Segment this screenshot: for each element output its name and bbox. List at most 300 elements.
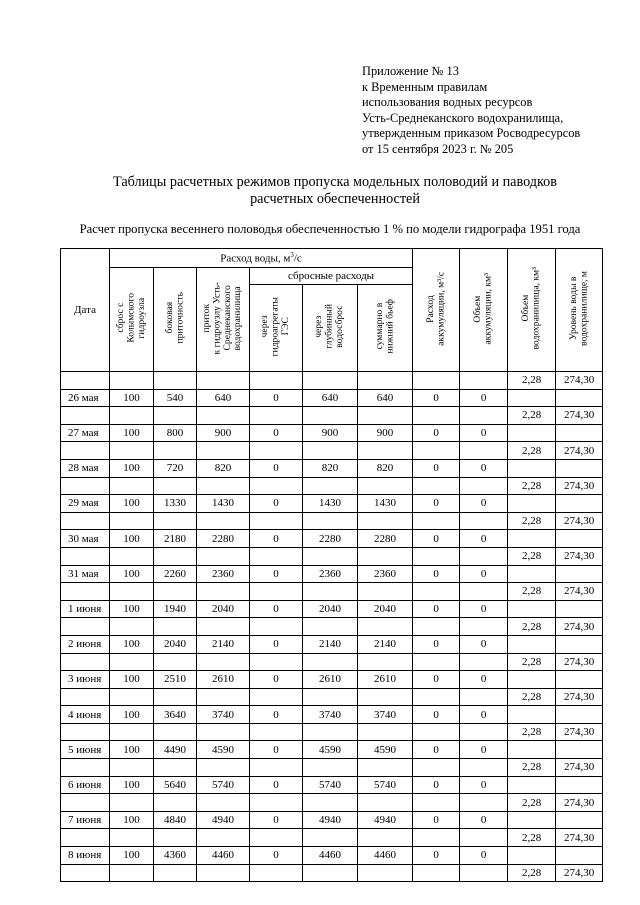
empty-cell: [250, 864, 303, 882]
inflow-cell: 2360: [197, 565, 250, 583]
table-row: [61, 424, 603, 442]
water-level-cell: 274,30: [556, 407, 603, 425]
water-level-cell: 274,30: [556, 688, 603, 706]
total-discharge-cell: 3740: [358, 706, 413, 724]
empty-cell: [460, 759, 508, 777]
accum-volume-cell: 0: [460, 600, 508, 618]
spillway-cell: 4590: [303, 741, 358, 759]
empty-cell: [358, 512, 413, 530]
table-row: [61, 530, 603, 548]
empty-cell: [508, 424, 556, 442]
empty-cell: [413, 407, 460, 425]
empty-cell: [303, 794, 358, 812]
turbines-cell: 0: [250, 635, 303, 653]
empty-cell: [197, 407, 250, 425]
empty-cell: [460, 653, 508, 671]
spillway-cell: 900: [303, 424, 358, 442]
total-discharge-cell: 2040: [358, 600, 413, 618]
accum-flow-cell: 0: [413, 741, 460, 759]
empty-cell: [413, 477, 460, 495]
lateral-inflow-cell: 2260: [154, 565, 197, 583]
empty-cell: [508, 495, 556, 513]
empty-cell: [460, 618, 508, 636]
empty-cell: [556, 495, 603, 513]
turbines-cell: 0: [250, 459, 303, 477]
empty-cell: [556, 635, 603, 653]
empty-cell: [154, 759, 197, 777]
state-row: [61, 442, 603, 460]
appendix-line: утвержденным приказом Росводресурсов: [362, 126, 581, 140]
lateral-inflow-cell: 2040: [154, 635, 197, 653]
empty-cell: [110, 759, 154, 777]
water-level-cell: 274,30: [556, 829, 603, 847]
turbines-cell: 0: [250, 565, 303, 583]
empty-cell: [61, 688, 110, 706]
accum-flow-cell: 0: [413, 424, 460, 442]
state-row: [61, 477, 603, 495]
empty-cell: [508, 389, 556, 407]
empty-cell: [303, 583, 358, 601]
empty-cell: [303, 864, 358, 882]
empty-cell: [61, 829, 110, 847]
kolyma-release-cell: 100: [110, 776, 154, 794]
empty-cell: [154, 723, 197, 741]
empty-cell: [508, 635, 556, 653]
empty-cell: [460, 864, 508, 882]
accum-flow-cell: 0: [413, 389, 460, 407]
header-kolyma-release: сброс с Колымского гидроузла: [110, 268, 154, 372]
water-level-cell: 274,30: [556, 618, 603, 636]
empty-cell: [508, 811, 556, 829]
table-row: [61, 600, 603, 618]
table-row: [61, 776, 603, 794]
accum-flow-cell: 0: [413, 811, 460, 829]
empty-cell: [303, 723, 358, 741]
inflow-cell: 640: [197, 389, 250, 407]
empty-cell: [110, 407, 154, 425]
accum-flow-cell: 0: [413, 776, 460, 794]
table-row: [61, 495, 603, 513]
appendix-line: к Временным правилам: [362, 79, 488, 94]
empty-cell: [110, 583, 154, 601]
turbines-cell: 0: [250, 530, 303, 548]
empty-cell: [154, 618, 197, 636]
state-row: [61, 723, 603, 741]
reservoir-volume-cell: 2,28: [508, 759, 556, 777]
initial-state-row: [61, 372, 603, 390]
empty-cell: [303, 759, 358, 777]
water-level-cell: 274,30: [556, 653, 603, 671]
empty-cell: [556, 600, 603, 618]
spillway-cell: 640: [303, 389, 358, 407]
accum-volume-cell: 0: [460, 776, 508, 794]
reservoir-volume-cell: 2,28: [508, 794, 556, 812]
kolyma-release-cell: 100: [110, 741, 154, 759]
empty-cell: [61, 477, 110, 495]
turbines-cell: 0: [250, 424, 303, 442]
accum-volume-cell: 0: [460, 847, 508, 865]
empty-cell: [154, 829, 197, 847]
empty-cell: [508, 741, 556, 759]
kolyma-release-cell: 100: [110, 600, 154, 618]
water-level-cell: 274,30: [556, 372, 603, 390]
header-date: Дата: [61, 249, 110, 372]
empty-cell: [358, 723, 413, 741]
empty-cell: [154, 547, 197, 565]
spillway-cell: 2140: [303, 635, 358, 653]
inflow-cell: 5740: [197, 776, 250, 794]
table-row: [61, 389, 603, 407]
spillway-cell: 2040: [303, 600, 358, 618]
turbines-cell: 0: [250, 847, 303, 865]
total-discharge-cell: 4590: [358, 741, 413, 759]
empty-cell: [250, 547, 303, 565]
spillway-cell: 5740: [303, 776, 358, 794]
reservoir-volume-cell: 2,28: [508, 688, 556, 706]
accum-volume-cell: 0: [460, 635, 508, 653]
empty-cell: [460, 442, 508, 460]
empty-cell: [197, 794, 250, 812]
table-row: [61, 847, 603, 865]
empty-cell: [303, 547, 358, 565]
empty-cell: [358, 794, 413, 812]
empty-cell: [197, 653, 250, 671]
empty-cell: [110, 547, 154, 565]
lateral-inflow-cell: 540: [154, 389, 197, 407]
date-cell: 30 мая: [61, 530, 110, 548]
date-cell: 3 июня: [61, 671, 110, 689]
inflow-cell: 2040: [197, 600, 250, 618]
accum-flow-cell: 0: [413, 706, 460, 724]
empty-cell: [556, 847, 603, 865]
empty-cell: [154, 653, 197, 671]
spillway-cell: 1430: [303, 495, 358, 513]
date-cell: 26 мая: [61, 389, 110, 407]
state-row: [61, 759, 603, 777]
lateral-inflow-cell: 1330: [154, 495, 197, 513]
empty-cell: [358, 653, 413, 671]
lateral-inflow-cell: 720: [154, 459, 197, 477]
empty-cell: [110, 653, 154, 671]
empty-cell: [154, 477, 197, 495]
reservoir-volume-cell: 2,28: [508, 547, 556, 565]
empty-cell: [460, 547, 508, 565]
water-level-cell: 274,30: [556, 723, 603, 741]
table-body: [61, 372, 603, 882]
accum-volume-cell: 0: [460, 495, 508, 513]
empty-cell: [110, 864, 154, 882]
empty-cell: [556, 565, 603, 583]
accum-flow-cell: 0: [413, 459, 460, 477]
empty-cell: [556, 706, 603, 724]
header-inflow: приток к гидроузлу Усть- Среднеканского водохранилища: [197, 268, 250, 372]
inflow-cell: 820: [197, 459, 250, 477]
state-row: [61, 618, 603, 636]
lateral-inflow-cell: 4490: [154, 741, 197, 759]
empty-cell: [413, 723, 460, 741]
empty-cell: [197, 512, 250, 530]
empty-cell: [154, 688, 197, 706]
empty-cell: [197, 547, 250, 565]
lateral-inflow-cell: 2510: [154, 671, 197, 689]
empty-cell: [154, 583, 197, 601]
empty-cell: [358, 442, 413, 460]
turbines-cell: 0: [250, 706, 303, 724]
empty-cell: [460, 723, 508, 741]
table-row: [61, 706, 603, 724]
inflow-cell: 1430: [197, 495, 250, 513]
header-discharge-group: сбросные расходы: [250, 268, 413, 285]
empty-cell: [250, 477, 303, 495]
empty-cell: [197, 618, 250, 636]
inflow-cell: 4590: [197, 741, 250, 759]
header-accum-volume: Объем аккумуляции, км³: [460, 249, 508, 372]
inflow-cell: 900: [197, 424, 250, 442]
empty-cell: [460, 829, 508, 847]
reservoir-volume-cell: 2,28: [508, 372, 556, 390]
kolyma-release-cell: 100: [110, 530, 154, 548]
table-row: [61, 741, 603, 759]
date-cell: 29 мая: [61, 495, 110, 513]
kolyma-release-cell: 100: [110, 424, 154, 442]
state-row: [61, 864, 603, 882]
total-discharge-cell: 900: [358, 424, 413, 442]
empty-cell: [154, 442, 197, 460]
spillway-cell: 2360: [303, 565, 358, 583]
empty-cell: [556, 776, 603, 794]
accum-flow-cell: 0: [413, 671, 460, 689]
spillway-cell: 820: [303, 459, 358, 477]
table-row: [61, 811, 603, 829]
header-total-discharge: суммарно в нижний бьеф: [358, 285, 413, 372]
empty-cell: [303, 688, 358, 706]
empty-cell: [358, 407, 413, 425]
reservoir-volume-cell: 2,28: [508, 477, 556, 495]
date-cell: 1 июня: [61, 600, 110, 618]
table-subtitle: Расчет пропуска весеннего половодья обеспеченностью 1 % по модели гидрографа 1951 года: [79, 222, 581, 236]
empty-cell: [110, 829, 154, 847]
reservoir-volume-cell: 2,28: [508, 723, 556, 741]
empty-cell: [303, 442, 358, 460]
empty-cell: [303, 829, 358, 847]
empty-cell: [460, 407, 508, 425]
water-level-cell: 274,30: [556, 864, 603, 882]
empty-cell: [154, 794, 197, 812]
date-cell: 4 июня: [61, 706, 110, 724]
empty-cell: [303, 653, 358, 671]
empty-cell: [508, 565, 556, 583]
empty-cell: [61, 583, 110, 601]
title-line-1: Таблицы расчетных режимов пропуска модельных половодий и паводков: [113, 174, 557, 190]
empty-cell: [413, 442, 460, 460]
state-row: [61, 653, 603, 671]
turbines-cell: 0: [250, 495, 303, 513]
empty-cell: [110, 618, 154, 636]
empty-cell: [358, 477, 413, 495]
empty-cell: [556, 671, 603, 689]
total-discharge-cell: 4460: [358, 847, 413, 865]
accum-volume-cell: 0: [460, 389, 508, 407]
lateral-inflow-cell: 4360: [154, 847, 197, 865]
accum-flow-cell: 0: [413, 600, 460, 618]
empty-cell: [413, 618, 460, 636]
empty-cell: [303, 407, 358, 425]
empty-cell: [413, 688, 460, 706]
header-level: Уровень воды в водохранилище, м: [556, 249, 603, 372]
inflow-cell: 2280: [197, 530, 250, 548]
kolyma-release-cell: 100: [110, 495, 154, 513]
empty-cell: [413, 583, 460, 601]
reservoir-volume-cell: 2,28: [508, 864, 556, 882]
empty-cell: [110, 723, 154, 741]
empty-cell: [460, 794, 508, 812]
empty-cell: [413, 512, 460, 530]
empty-cell: [358, 829, 413, 847]
total-discharge-cell: 2280: [358, 530, 413, 548]
inflow-cell: 2140: [197, 635, 250, 653]
accum-volume-cell: 0: [460, 671, 508, 689]
turbines-cell: 0: [250, 389, 303, 407]
empty-cell: [413, 794, 460, 812]
empty-cell: [358, 547, 413, 565]
kolyma-release-cell: 100: [110, 811, 154, 829]
empty-cell: [358, 618, 413, 636]
empty-cell: [413, 829, 460, 847]
empty-cell: [250, 688, 303, 706]
accum-flow-cell: 0: [413, 530, 460, 548]
empty-cell: [508, 706, 556, 724]
turbines-cell: 0: [250, 741, 303, 759]
reservoir-volume-cell: 2,28: [508, 407, 556, 425]
total-discharge-cell: 640: [358, 389, 413, 407]
empty-cell: [250, 759, 303, 777]
header-accum-flow: Расход аккумуляции, м³/с: [413, 249, 460, 372]
lateral-inflow-cell: 3640: [154, 706, 197, 724]
table-row: [61, 565, 603, 583]
state-row: [61, 829, 603, 847]
empty-cell: [197, 688, 250, 706]
empty-cell: [460, 477, 508, 495]
water-level-cell: 274,30: [556, 477, 603, 495]
accum-volume-cell: 0: [460, 811, 508, 829]
header-spillway: через глубинный водосброс: [303, 285, 358, 372]
lateral-inflow-cell: 1940: [154, 600, 197, 618]
turbines-cell: 0: [250, 671, 303, 689]
empty-cell: [61, 547, 110, 565]
empty-cell: [61, 618, 110, 636]
empty-cell: [556, 530, 603, 548]
reservoir-volume-cell: 2,28: [508, 653, 556, 671]
title-line-2: расчетных обеспеченностей: [250, 191, 420, 207]
empty-cell: [154, 407, 197, 425]
reservoir-volume-cell: 2,28: [508, 829, 556, 847]
empty-cell: [61, 653, 110, 671]
state-row: [61, 547, 603, 565]
total-discharge-cell: 1430: [358, 495, 413, 513]
empty-cell: [413, 864, 460, 882]
empty-cell: [110, 688, 154, 706]
table-row: [61, 635, 603, 653]
accum-flow-cell: 0: [413, 565, 460, 583]
reservoir-volume-cell: 2,28: [508, 442, 556, 460]
kolyma-release-cell: 100: [110, 671, 154, 689]
empty-cell: [556, 424, 603, 442]
empty-cell: [460, 512, 508, 530]
reservoir-volume-cell: 2,28: [508, 618, 556, 636]
appendix-line: Приложение № 13: [362, 64, 459, 78]
accum-flow-cell: 0: [413, 495, 460, 513]
empty-cell: [250, 653, 303, 671]
empty-cell: [508, 671, 556, 689]
appendix-block: [362, 64, 580, 157]
lateral-inflow-cell: 5640: [154, 776, 197, 794]
empty-cell: [303, 512, 358, 530]
date-cell: 28 мая: [61, 459, 110, 477]
empty-cell: [413, 653, 460, 671]
empty-cell: [250, 583, 303, 601]
kolyma-release-cell: 100: [110, 565, 154, 583]
header-flow-group: Расход воды, $м^3/с$: [110, 249, 413, 268]
empty-cell: [154, 864, 197, 882]
date-cell: 5 июня: [61, 741, 110, 759]
empty-cell: [61, 442, 110, 460]
empty-cell: [61, 512, 110, 530]
header-turbines: через гидроагрегаты ГЭС: [250, 285, 303, 372]
accum-flow-cell: 0: [413, 847, 460, 865]
appendix-line: от 15 сентября 2023 г. № 205: [362, 141, 514, 156]
reservoir-volume-cell: 2,28: [508, 583, 556, 601]
empty-cell: [110, 512, 154, 530]
empty-cell: [508, 530, 556, 548]
lateral-inflow-cell: 2180: [154, 530, 197, 548]
empty-cell: [556, 389, 603, 407]
document-title: [60, 174, 610, 208]
empty-cell: [110, 794, 154, 812]
empty-cell: [556, 459, 603, 477]
date-cell: 6 июня: [61, 776, 110, 794]
spillway-cell: 2280: [303, 530, 358, 548]
empty-cell: [250, 794, 303, 812]
empty-cell: [508, 776, 556, 794]
kolyma-release-cell: 100: [110, 459, 154, 477]
state-row: [61, 407, 603, 425]
date-cell: 2 июня: [61, 635, 110, 653]
empty-cell: [61, 407, 110, 425]
accum-volume-cell: 0: [460, 459, 508, 477]
kolyma-release-cell: 100: [110, 847, 154, 865]
empty-cell: [460, 688, 508, 706]
spillway-cell: 2610: [303, 671, 358, 689]
empty-cell: [460, 583, 508, 601]
empty-cell: [250, 829, 303, 847]
empty-cell: [303, 618, 358, 636]
state-row: [61, 583, 603, 601]
empty-cell: [61, 759, 110, 777]
total-discharge-cell: 4940: [358, 811, 413, 829]
water-level-cell: 274,30: [556, 759, 603, 777]
turbines-cell: 0: [250, 600, 303, 618]
turbines-cell: 0: [250, 776, 303, 794]
table-row: [61, 459, 603, 477]
empty-cell: [197, 583, 250, 601]
empty-cell: [250, 618, 303, 636]
kolyma-release-cell: 100: [110, 635, 154, 653]
empty-cell: [358, 583, 413, 601]
turbines-cell: 0: [250, 811, 303, 829]
water-level-cell: 274,30: [556, 794, 603, 812]
table-row: [61, 671, 603, 689]
spillway-cell: 4940: [303, 811, 358, 829]
